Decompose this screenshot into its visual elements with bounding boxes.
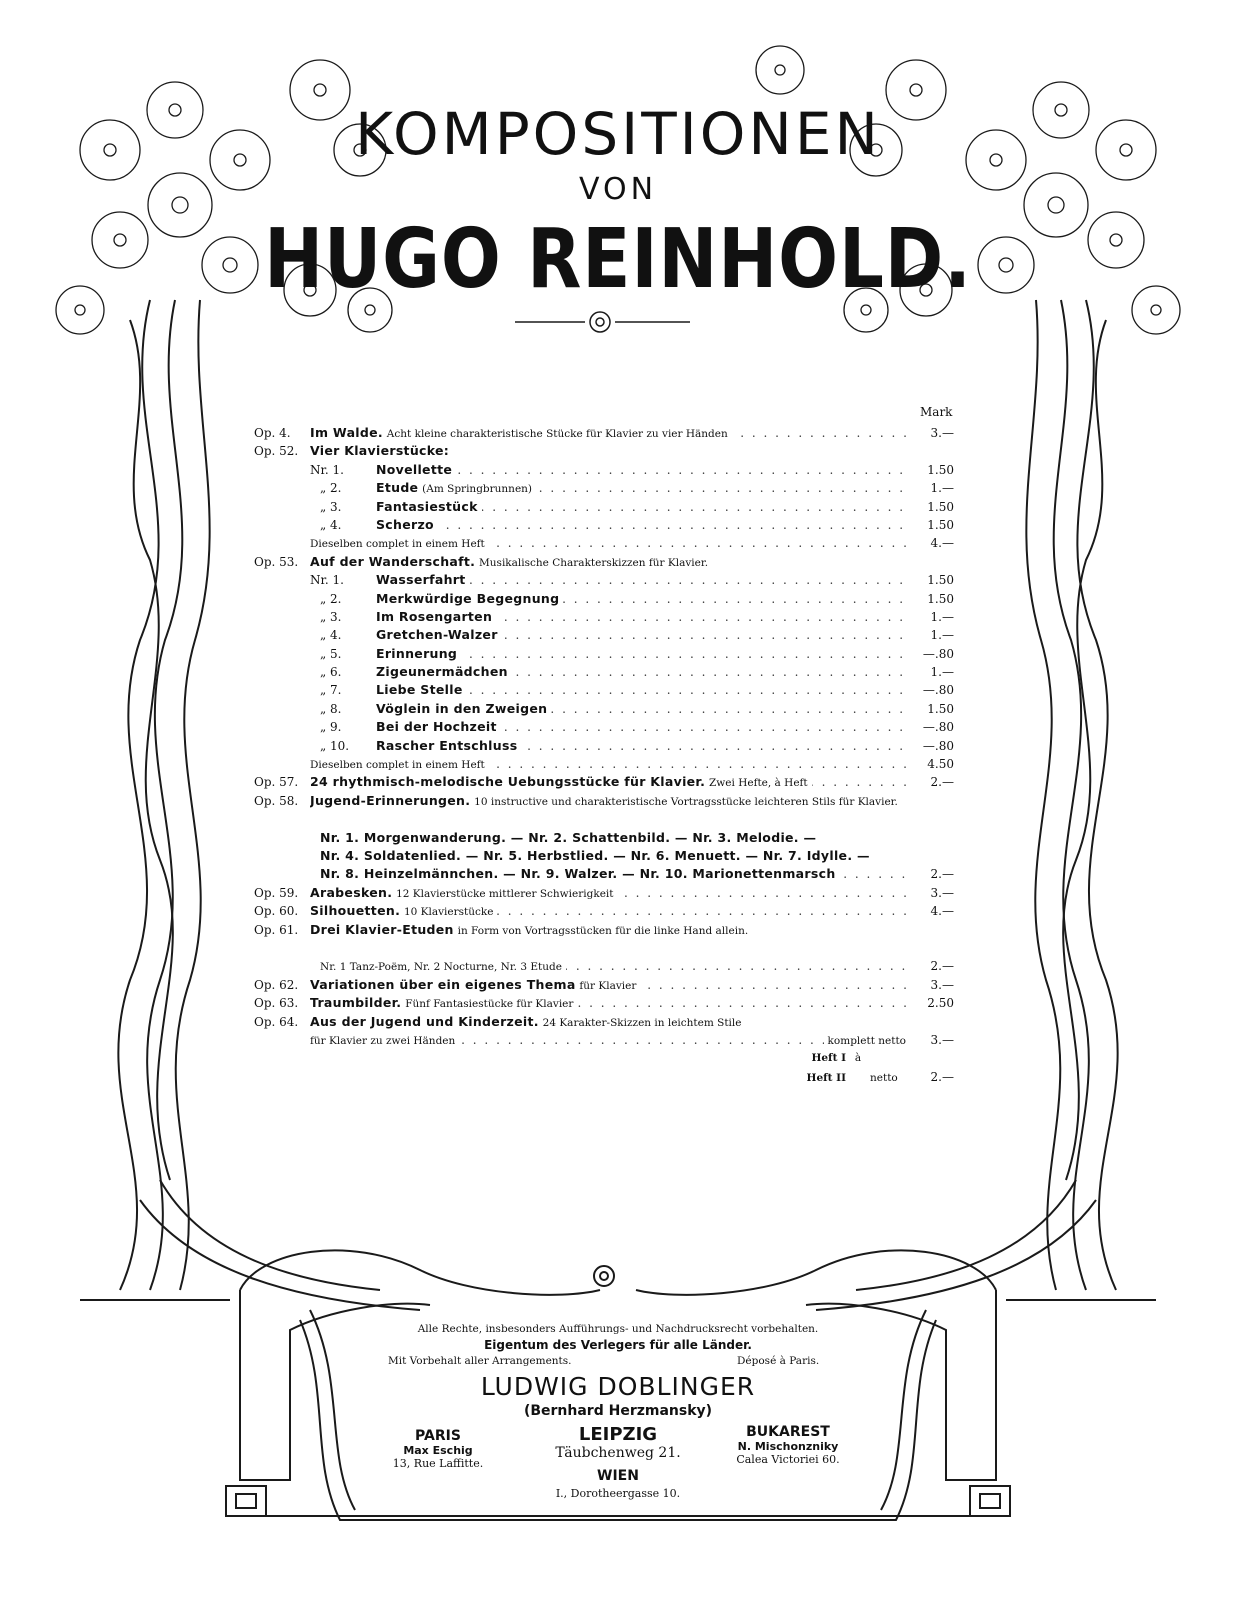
price: 1.50 xyxy=(927,499,954,514)
street-address: 13, Rue Laffitte. xyxy=(392,1457,484,1470)
netto-label: komplett netto xyxy=(827,1034,906,1047)
catalog-entry xyxy=(254,1013,954,1031)
catalog-entry xyxy=(254,921,954,958)
price: 3.— xyxy=(930,1032,954,1047)
catalog-entry xyxy=(254,479,954,497)
work-description: Musikalische Charakterskizzen für Klavier. xyxy=(479,556,709,569)
collection-note: Dieselben complet in einem Heft xyxy=(310,538,489,550)
catalog-entry xyxy=(254,755,954,773)
price: —.80 xyxy=(922,683,954,698)
opus-number: Op. 63. xyxy=(254,996,299,1011)
work-title: Merkwürdige Begegnung xyxy=(376,590,560,606)
opus-number: Op. 57. xyxy=(254,775,299,790)
catalog-entry xyxy=(254,737,954,755)
street-address: Calea Victoriei 60. xyxy=(736,1453,840,1466)
price: 2.— xyxy=(930,959,954,974)
work-description: Fünf Fantasiestücke für Klavier xyxy=(405,998,574,1011)
item-number: „ 4. xyxy=(320,628,342,643)
catalog-entry xyxy=(254,553,954,571)
work-list: Nr. 8. Heinzelmännchen. — Nr. 9. Walzer. — Nr. 10. Marionettenmarsch xyxy=(320,866,836,882)
work-title: Zigeunermädchen xyxy=(376,664,508,680)
depose-notice: Déposé à Paris. xyxy=(737,1355,820,1367)
work-title: Fantasiestück xyxy=(376,498,478,514)
work-description: für Klavier xyxy=(579,979,637,992)
city-name: PARIS xyxy=(415,1428,461,1444)
agent-name: Max Eschig xyxy=(403,1444,473,1457)
arrangements-notice: Mit Vorbehalt aller Arrangements. xyxy=(388,1355,572,1367)
work-title: Scherzo xyxy=(376,516,434,532)
item-number: „ 3. xyxy=(320,499,342,514)
work-list: Nr. 4. Soldatenlied. — Nr. 5. Herbstlied. — Nr. 6. Menuett. — Nr. 7. Idylle. — xyxy=(320,848,870,863)
item-number: „ 2. xyxy=(320,591,342,606)
catalog-entry xyxy=(254,884,954,902)
work-title: Variationen über ein eigenes Thema xyxy=(310,976,576,992)
street-address: Täubchenweg 21. xyxy=(555,1445,681,1461)
price: —.80 xyxy=(922,738,954,753)
bukarest-address xyxy=(708,1424,868,1466)
price: 1.50 xyxy=(927,462,954,477)
price: 4.50 xyxy=(927,757,954,772)
wien-address: I., Dorotheergasse 10. xyxy=(555,1487,681,1500)
catalog-entry xyxy=(254,700,954,718)
work-description: in Form von Vortragsstücken für die linke Hand allein. xyxy=(457,924,749,937)
work-title: Aus der Jugend und Kinderzeit. xyxy=(310,1013,539,1029)
price: 1.50 xyxy=(927,517,954,532)
work-title: Wasserfahrt xyxy=(376,572,466,588)
heft-label: Heft I xyxy=(811,1052,846,1065)
price: 3.— xyxy=(930,977,954,992)
work-description: Zwei Hefte, à Heft xyxy=(709,777,808,790)
item-number: „ 9. xyxy=(320,720,342,735)
item-number: „ 10. xyxy=(320,738,350,753)
work-title: Erinnerung xyxy=(376,645,458,661)
netto-label: netto xyxy=(870,1071,898,1084)
catalog-entry xyxy=(254,645,954,663)
collection-note: Dieselben complet in einem Heft xyxy=(310,759,489,771)
work-title: Arabesken. xyxy=(310,884,393,900)
catalog-entry xyxy=(254,865,954,883)
catalog-entry xyxy=(254,424,954,442)
opus-number: Op. 52. xyxy=(254,444,299,459)
each-label: à xyxy=(854,1052,862,1065)
work-title: Auf der Wanderschaft. xyxy=(310,553,476,569)
price: 2.— xyxy=(930,1069,954,1084)
price: 2.50 xyxy=(927,996,954,1011)
publisher-name: LUDWIG DOBLINGER xyxy=(480,1372,756,1401)
item-number: „ 7. xyxy=(320,683,342,698)
catalog-entry xyxy=(254,516,954,534)
agent-name: N. Mischonzniky xyxy=(737,1440,839,1453)
work-title: Jugend-Erinnerungen. xyxy=(310,792,471,808)
item-number: „ 6. xyxy=(320,665,342,680)
work-list: Nr. 1. Morgenwanderung. — Nr. 2. Schattenbild. — Nr. 3. Melodie. — xyxy=(320,829,817,845)
price: 3.— xyxy=(930,426,954,440)
catalog-entry xyxy=(254,590,954,608)
work-title: Vier Klavierstücke: xyxy=(310,443,450,459)
paris-address xyxy=(378,1428,498,1470)
work-title: Novellette xyxy=(376,461,453,477)
currency-header: Mark xyxy=(920,405,953,419)
opus-number: Op. 64. xyxy=(254,1014,299,1029)
catalog-entry xyxy=(254,571,954,589)
work-title: Im Rosengarten xyxy=(376,608,493,624)
catalog-entry xyxy=(254,1049,954,1067)
catalog-entry xyxy=(254,847,954,865)
price: 1.50 xyxy=(927,573,954,588)
work-description: 10 instructive und charakteristische Vortragsstücke leichteren Stils für Klavier. xyxy=(474,795,898,808)
work-title: Im Walde. xyxy=(310,425,383,440)
item-number: Nr. 1. xyxy=(310,573,344,588)
work-description: Acht kleine charakteristische Stücke für Klavier zu vier Händen xyxy=(386,428,728,440)
catalog-entry xyxy=(254,498,954,516)
opus-number: Op. 61. xyxy=(254,922,299,937)
city-name: BUKAREST xyxy=(746,1424,830,1440)
catalog-entry xyxy=(254,626,954,644)
title-ornament xyxy=(515,312,690,332)
price: 4.— xyxy=(930,904,954,919)
catalog-entry xyxy=(254,461,954,479)
catalog-entry xyxy=(254,608,954,626)
leipzig-address xyxy=(528,1424,708,1461)
opus-number: Op. 59. xyxy=(254,885,299,900)
price: 1.— xyxy=(930,609,954,624)
work-title: Vöglein in den Zweigen xyxy=(376,700,548,716)
work-list: Nr. 1 Tanz-Poëm, Nr. 2 Nocturne, Nr. 3 Etude xyxy=(320,961,566,973)
city-name: LEIPZIG xyxy=(578,1424,658,1445)
catalog-entry xyxy=(254,994,954,1012)
work-list: für Klavier zu zwei Händen xyxy=(310,1035,459,1047)
title-von: VON xyxy=(578,172,658,207)
work-title: Liebe Stelle xyxy=(376,682,463,698)
price: 1.— xyxy=(930,665,954,680)
opus-number: Op. 62. xyxy=(254,977,299,992)
opus-number: Op. 53. xyxy=(254,554,299,569)
catalog-entry xyxy=(254,442,954,460)
price: 3.— xyxy=(930,885,954,900)
catalog-list xyxy=(254,424,954,1086)
catalog-entry xyxy=(254,976,954,994)
work-description: (Am Springbrunnen) xyxy=(422,483,533,496)
price: 1.— xyxy=(930,481,954,496)
price: —.80 xyxy=(922,646,954,661)
composer-name: HUGO REINHOLD. xyxy=(264,212,972,307)
work-description: 12 Klavierstücke mittlerer Schwierigkeit xyxy=(396,887,614,900)
catalog-entry xyxy=(254,902,954,920)
catalog-entry xyxy=(254,792,954,829)
catalog-entry xyxy=(254,957,954,975)
item-number: „ 3. xyxy=(320,609,342,624)
catalog-entry xyxy=(254,1068,954,1086)
price: —.80 xyxy=(922,720,954,735)
catalog-entry xyxy=(254,663,954,681)
catalog-entry xyxy=(254,718,954,736)
publisher-subname: (Bernhard Herzmansky) xyxy=(523,1403,713,1419)
wien-city: WIEN xyxy=(597,1468,639,1484)
work-title: Rascher Entschluss xyxy=(376,737,518,753)
heft-label: Heft II xyxy=(806,1071,846,1084)
title-kompositionen: KOMPOSITIONEN xyxy=(355,100,881,168)
opus-number: Op. 60. xyxy=(254,904,299,919)
item-number: „ 2. xyxy=(320,481,342,496)
work-title: Traumbilder. xyxy=(310,995,402,1011)
property-notice: Eigentum des Verlegers für alle Länder. xyxy=(484,1338,752,1352)
work-title: Silhouetten. xyxy=(310,903,401,919)
opus-number: Op. 58. xyxy=(254,793,299,808)
item-number: „ 8. xyxy=(320,701,342,716)
price: 2.— xyxy=(930,867,954,882)
catalog-entry xyxy=(254,534,954,552)
work-title: Gretchen-Walzer xyxy=(376,627,498,643)
item-number: Nr. 1. xyxy=(310,462,344,477)
price: 1.50 xyxy=(927,591,954,606)
catalog-entry xyxy=(254,773,954,791)
opus-number: Op. 4. xyxy=(254,426,291,440)
catalog-entry xyxy=(254,829,954,847)
price: 1.— xyxy=(930,628,954,643)
work-title: Etude xyxy=(376,480,419,496)
price: 1.50 xyxy=(927,701,954,716)
item-number: „ 4. xyxy=(320,517,342,532)
price: 4.— xyxy=(930,536,954,551)
item-number: „ 5. xyxy=(320,646,342,661)
catalog-entry xyxy=(254,681,954,699)
catalog-entry xyxy=(254,1031,954,1049)
work-title: 24 rhythmisch-melodische Uebungsstücke für Klavier. xyxy=(310,774,706,790)
work-title: Drei Klavier-Etuden xyxy=(310,921,454,937)
work-description: 10 Klavierstücke xyxy=(403,906,494,919)
price: 2.— xyxy=(930,775,954,790)
work-title: Bei der Hochzeit xyxy=(376,719,497,735)
work-description: 24 Karakter-Skizzen in leichtem Stile xyxy=(542,1016,742,1029)
rights-notice: Alle Rechte, insbesonders Aufführungs- und Nachdrucksrecht vorbehalten. xyxy=(417,1323,819,1335)
